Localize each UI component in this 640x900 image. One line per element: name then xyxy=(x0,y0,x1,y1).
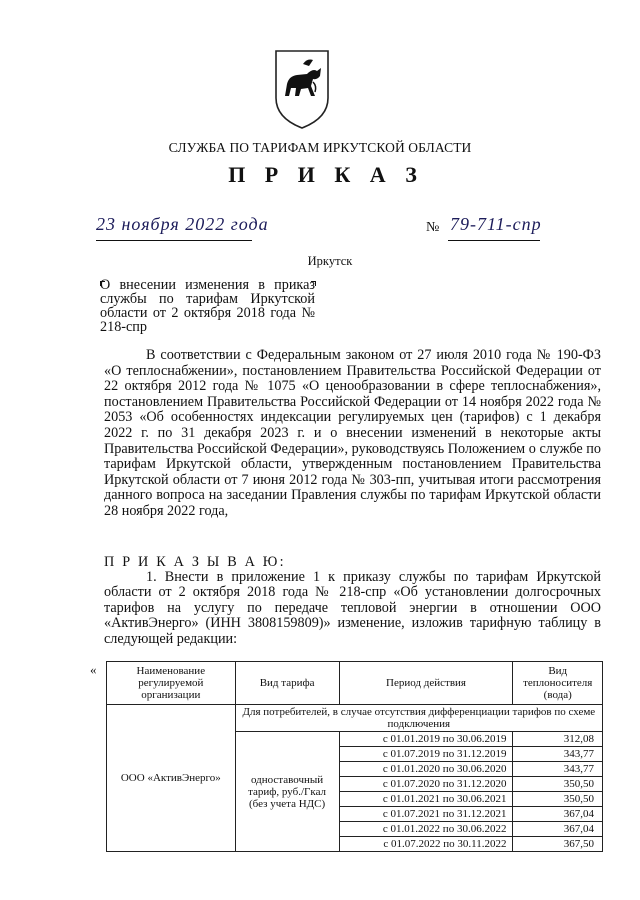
order-subject: О внесении изменения в приказ службы по тарифам Иркутской области от 2 октября 2018 года № 218-спр xyxy=(100,277,315,335)
preamble-block xyxy=(104,348,601,520)
header-period: Период действия xyxy=(339,662,513,705)
value-cell: 343,77 xyxy=(513,747,603,762)
value-cell: 367,04 xyxy=(513,807,603,822)
tariff-type-cell: одноставочный тариф, руб./Гкал (без учета НДС) xyxy=(235,732,339,852)
document-title: П Р И К А З xyxy=(228,162,424,187)
value-cell: 343,77 xyxy=(513,762,603,777)
number-sign: № xyxy=(426,220,440,235)
handwritten-number: 79-711-спр xyxy=(450,214,542,234)
period-cell: с 01.07.2020 по 31.12.2020 xyxy=(339,777,513,792)
table-header-row xyxy=(107,662,603,705)
org-name-cell: ООО «АктивЭнерго» xyxy=(107,705,236,852)
agency-name: СЛУЖБА ПО ТАРИФАМ ИРКУТСКОЙ ОБЛАСТИ xyxy=(168,140,472,155)
period-cell: с 01.01.2020 по 30.06.2020 xyxy=(339,762,513,777)
order-item-1: 1. Внести в приложение 1 к приказу службы по тарифам Иркутской области от 2 октября 2018 года № 218-спр «Об установлении долгосрочных тарифов на услугу по передаче тепловой энергии в отношении ООО «АктивЭнерго» (ИНН 3808159809)» изменение, изложив тарифную таблицу в следующей редакции: xyxy=(104,569,601,647)
period-cell: с 01.07.2019 по 31.12.2019 xyxy=(339,747,513,762)
coat-of-arms-icon xyxy=(273,48,331,130)
header-org: Наименование регулируемой организации xyxy=(107,662,236,705)
city-name: Иркутск xyxy=(307,254,353,268)
value-cell: 350,50 xyxy=(513,792,603,807)
date-underline xyxy=(96,240,252,241)
period-cell: с 01.07.2021 по 31.12.2021 xyxy=(339,807,513,822)
order-word: П Р И К А З Ы В А Ю: xyxy=(104,554,286,570)
value-cell: 350,50 xyxy=(513,777,603,792)
period-cell: с 01.01.2019 по 30.06.2019 xyxy=(339,732,513,747)
table-row xyxy=(107,705,603,732)
value-cell: 312,08 xyxy=(513,732,603,747)
table-quote-open: « xyxy=(90,662,97,677)
header-medium: Вид теплоносителя (вода) xyxy=(513,662,603,705)
value-cell: 367,04 xyxy=(513,822,603,837)
tariff-table xyxy=(106,661,603,852)
period-cell: с 01.01.2021 по 30.06.2021 xyxy=(339,792,513,807)
period-cell: с 01.01.2022 по 30.06.2022 xyxy=(339,822,513,837)
preamble-paragraph: В соответствии с Федеральным законом от 27 июля 2010 года № 190-ФЗ «О теплоснабжении», постановлением Правительства Российской Федерации от 22 октября 2012 года № 1075 «О ценообразовании в сфере теплоснабжения», постановлением Правительства Российской Федерации от 14 ноября 2022 года № 2053 «Об особенностях индексации регулируемых цен (тарифов) с 1 декабря 2022 г. по 31 декабря 2023 г. и о внесении изменений в некоторые акты Правительства Российской Федерации», руководствуясь Положением о службе по тарифам Иркутской области, утвержденным постановлением Правительства Иркутской области от 7 июня 2012 года № 303-пп, учитывая итоги рассмотрения данного вопроса на заседании Правления службы по тарифам Иркутской области 28 ноября 2022 года, xyxy=(104,347,601,519)
handwritten-date: 23 ноября 2022 года xyxy=(96,214,269,234)
number-underline xyxy=(448,240,540,241)
value-cell: 367,50 xyxy=(513,837,603,852)
merged-note-cell: Для потребителей, в случае отсутствия дифференциации тарифов по схеме подключения xyxy=(235,705,602,732)
header-type: Вид тарифа xyxy=(235,662,339,705)
period-cell: с 01.07.2022 по 30.11.2022 xyxy=(339,837,513,852)
